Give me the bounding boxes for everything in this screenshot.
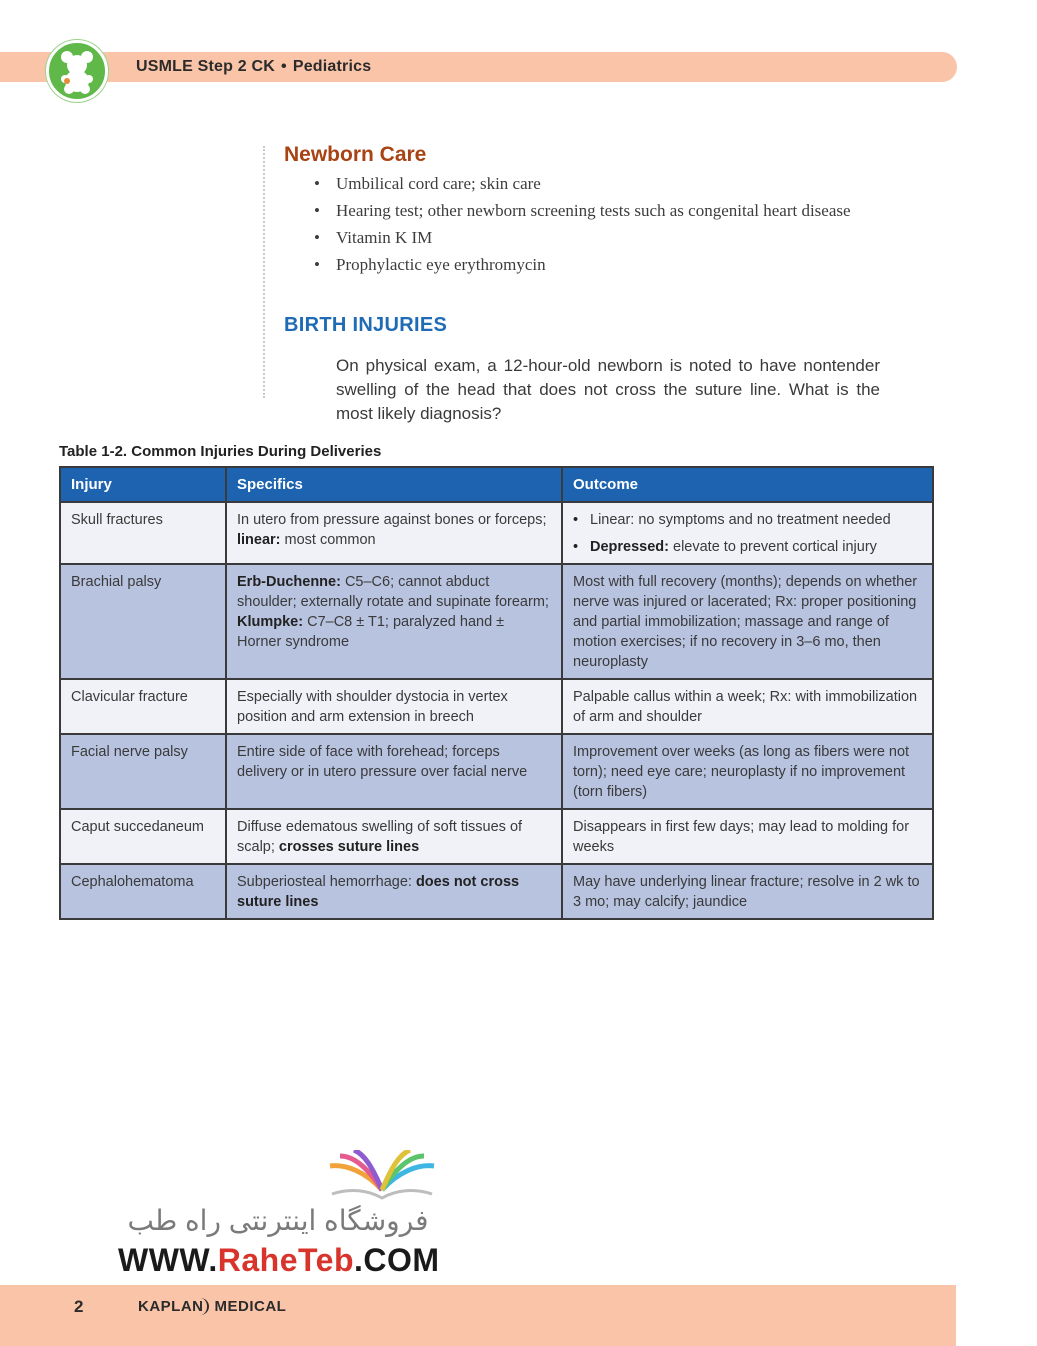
open-book-logo-icon [326, 1150, 438, 1207]
page-number: 2 [74, 1297, 84, 1316]
injury-cell: Caput succedaneum [60, 809, 226, 864]
watermark-persian-text: فروشگاه اینترنتی راه طب [127, 1205, 429, 1236]
outcome-cell: Disappears in first few days; may lead to molding for weeks [562, 809, 933, 864]
list-item: • Umbilical cord care; skin care [312, 172, 851, 199]
specifics-cell: Entire side of face with forehead; forceps delivery or in utero pressure over facial nerve [226, 734, 562, 809]
list-item: • Depressed: elevate to prevent cortical injury [573, 537, 922, 557]
list-item: • Hearing test; other newborn screening tests such as congenital heart disease [312, 199, 851, 226]
column-header-injury: Injury [60, 467, 226, 502]
table-row [60, 502, 933, 564]
injuries-table [59, 466, 934, 920]
newborn-care-heading: Newborn Care [284, 143, 427, 166]
injury-cell: Brachial palsy [60, 564, 226, 679]
publisher-logo [138, 1298, 286, 1315]
specifics-cell: In utero from pressure against bones or forceps; linear: most common [226, 502, 562, 564]
book-title: USMLE Step 2 CK [136, 58, 276, 75]
newborn-care-list [312, 172, 851, 280]
publisher-division: MEDICAL [214, 1298, 287, 1315]
margin-dotted-rule [263, 146, 265, 398]
table-body [60, 502, 933, 919]
table-row [60, 734, 933, 809]
outcome-cell: Palpable callus within a week; Rx: with immobilization of arm and shoulder [562, 679, 933, 734]
injury-cell: Facial nerve palsy [60, 734, 226, 809]
publisher-name: KAPLAN [138, 1298, 209, 1315]
watermark-url [118, 1242, 440, 1279]
table-header-row [60, 467, 933, 502]
specifics-cell: Erb-Duchenne: C5–C6; cannot abduct shoulder; externally rotate and supinate forearm; Klumpke: C7–C8 ± T1; paralyzed hand ± Horner syndrome [226, 564, 562, 679]
specifics-cell: Subperiosteal hemorrhage: does not cross suture lines [226, 864, 562, 919]
injury-cell: Clavicular fracture [60, 679, 226, 734]
table-caption: Table 1-2. Common Injuries During Deliveries [59, 443, 382, 460]
injury-cell: Skull fractures [60, 502, 226, 564]
outcome-cell: Most with full recovery (months); depends on whether nerve was injured or lacerated; Rx: proper positioning and partial immobilization; massage and range of motion exercises; if no recovery in 3–6 mo, then neuroplasty [562, 564, 933, 679]
specifics-cell: Diffuse edematous swelling of soft tissues of scalp; crosses suture lines [226, 809, 562, 864]
list-item: • Linear: no symptoms and no treatment needed [573, 510, 922, 530]
birth-injuries-heading: BIRTH INJURIES [284, 314, 448, 336]
chapter-title: Pediatrics [292, 58, 372, 75]
outcome-cell [562, 502, 933, 564]
column-header-outcome: Outcome [562, 467, 933, 502]
table-row [60, 679, 933, 734]
header-separator: • [281, 58, 287, 75]
column-header-specifics: Specifics [226, 467, 562, 502]
url-brand: RaheTeb [217, 1242, 354, 1278]
list-item: • Vitamin K IM [312, 226, 851, 253]
table-row [60, 809, 933, 864]
injury-cell: Cephalohematoma [60, 864, 226, 919]
list-item: • Prophylactic eye erythromycin [312, 253, 851, 280]
url-prefix: WWW. [118, 1242, 218, 1278]
running-header [136, 58, 371, 76]
table-row [60, 864, 933, 919]
outcome-list [573, 510, 922, 557]
footer-band [0, 1285, 956, 1346]
table-row [60, 564, 933, 679]
clinical-question: On physical exam, a 12-hour-old newborn is noted to have nontender swelling of the head that does not cross the suture line. What is the most likely diagnosis? [336, 356, 880, 423]
teddy-bear-logo-icon [46, 40, 108, 102]
outcome-cell: Improvement over weeks (as long as fibers were not torn); need eye care; neuroplasty if no improvement (torn fibers) [562, 734, 933, 809]
outcome-cell: May have underlying linear fracture; resolve in 2 wk to 3 mo; may calcify; jaundice [562, 864, 933, 919]
specifics-cell: Especially with shoulder dystocia in vertex position and arm extension in breech [226, 679, 562, 734]
url-suffix: .COM [354, 1242, 440, 1278]
